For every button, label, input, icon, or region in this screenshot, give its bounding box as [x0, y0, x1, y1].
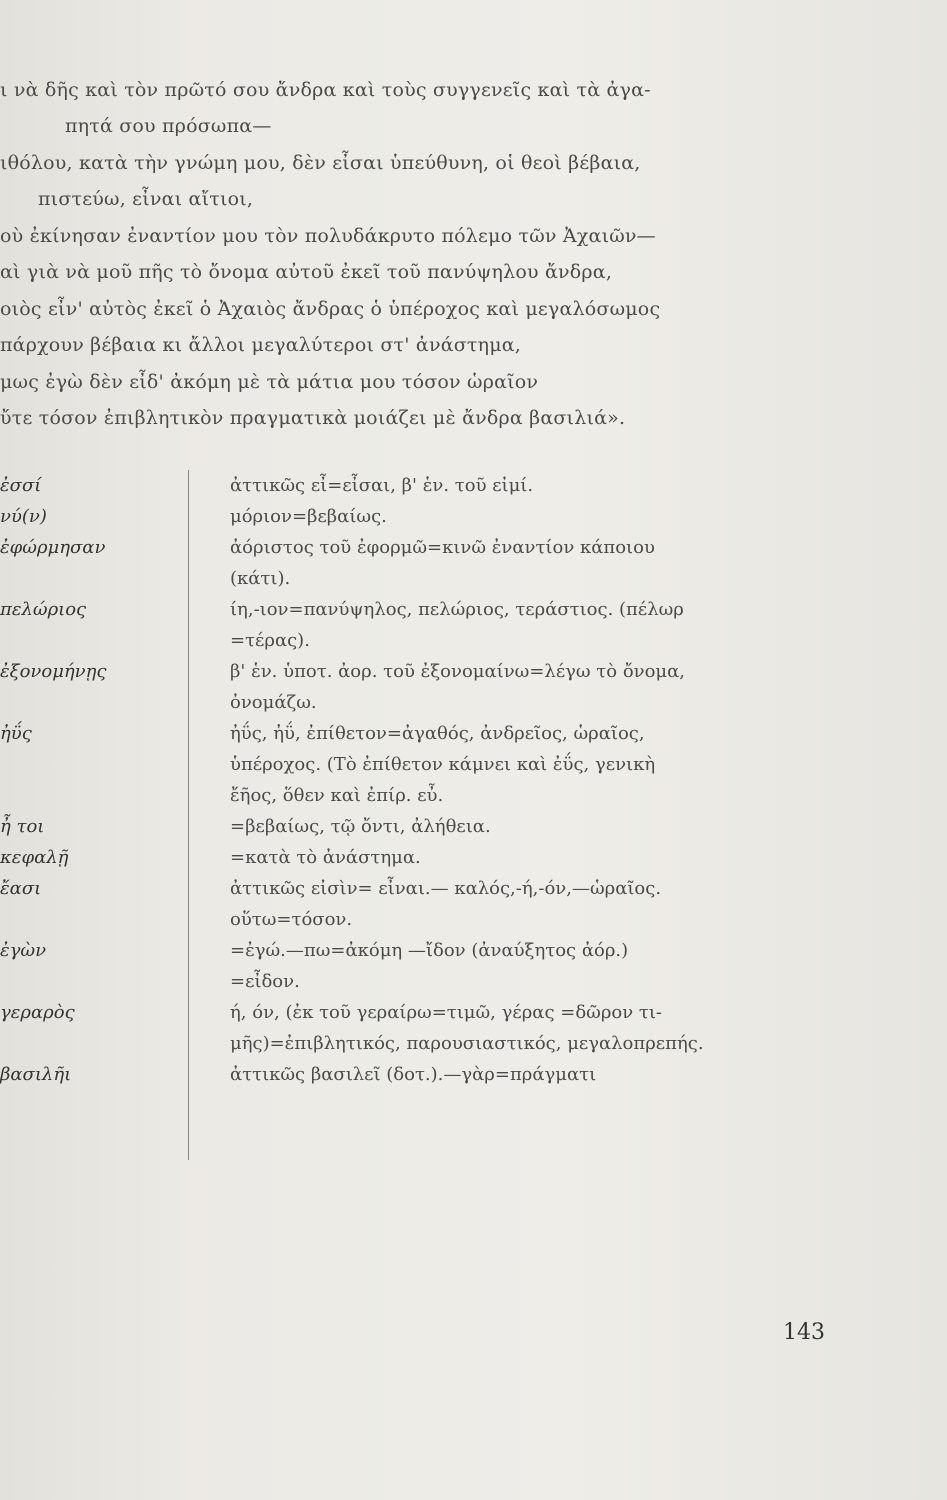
translation-line: πητά σου πρόσωπα—: [65, 115, 272, 138]
glossary-row: [0, 749, 880, 780]
glossary-definition: β' ἑν. ὑποτ. ἀορ. τοῦ ἐξονομαίνω=λέγω τὸ ὄνομα,: [230, 661, 686, 682]
glossary-definition: ή, όν, (ἐκ τοῦ γεραίρω=τιμῶ, γέρας =δῶρον τι-: [230, 1002, 663, 1023]
glossary-row: [0, 656, 880, 687]
glossary-definition: =εἶδον.: [230, 971, 300, 992]
glossary-row: [0, 470, 880, 501]
translation-text: [0, 72, 900, 437]
glossary-row: [0, 966, 880, 997]
glossary-term: πελώριος: [0, 599, 87, 620]
glossary-term: [0, 749, 188, 780]
translation-line: ι νὰ δῆς καὶ τὸν πρῶτό σου ἄνδρα καὶ τοὺς συγγενεῖς καὶ τὰ ἀγα-: [0, 79, 651, 101]
glossary-term: νύ(ν): [0, 506, 47, 527]
glossary-row: [0, 1059, 880, 1090]
translation-line: αὶ γιὰ νὰ μοῦ πῆς τὸ ὄνομα αὐτοῦ ἐκεῖ τοῦ πανύψηλου ἄνδρα,: [0, 261, 613, 284]
glossary-row: [0, 873, 880, 904]
glossary-term: [0, 563, 188, 594]
glossary-term: βασιλῆι: [0, 1064, 72, 1085]
glossary-definition: ίη,-ιον=πανύψηλος, πελώριος, τεράστιος. (πέλωρ: [230, 599, 684, 620]
glossary-row: [0, 625, 880, 656]
glossary-row: [0, 1028, 880, 1059]
glossary-term: [0, 1028, 188, 1059]
glossary-term: ἐξονομήνῃς: [0, 661, 107, 682]
glossary-definition: ὑπέροχος. (Τὸ ἐπίθετον κάμνει καὶ ἐΰς, γενικὴ: [230, 754, 656, 775]
translation-line: πάρχουν βέβαια κι ἄλλοι μεγαλύτεροι στ' ἀνάστημα,: [0, 334, 522, 357]
glossary-row: [0, 904, 880, 935]
glossary-definition: =βεβαίως, τῷ ὄντι, ἀλήθεια.: [230, 816, 491, 837]
glossary: [0, 470, 880, 1090]
translation-line: μως ἐγὼ δὲν εἶδ' ἀκόμη μὲ τὰ μάτια μου τόσον ὡραῖον: [0, 370, 539, 393]
glossary-definition: ἔῆος, ὅθεν καὶ ἐπίρ. εὖ.: [230, 785, 444, 806]
glossary-term: ἔασι: [0, 878, 42, 899]
glossary-term: [0, 780, 188, 811]
glossary-term: κεφαλῇ: [0, 847, 69, 868]
glossary-definition: οὕτω=τόσον.: [230, 909, 353, 930]
translation-line: οὺ ἐκίνησαν ἐναντίον μου τὸν πολυδάκρυτο πόλεμο τῶν Ἀχαιῶν—: [0, 224, 656, 247]
translation-line: οιὸς εἶν' αὐτὸς ἐκεῖ ὁ Ἀχαιὸς ἄνδρας ὁ ὑπέροχος καὶ μεγαλόσωμος: [0, 297, 661, 320]
glossary-term: ἐφώρμησαν: [0, 537, 106, 558]
glossary-definition: (κάτι).: [230, 568, 291, 589]
glossary-definition: ὀνομάζω.: [230, 692, 317, 713]
glossary-term: [0, 966, 188, 997]
glossary-definition: =κατὰ τὸ ἀνάστημα.: [230, 847, 421, 868]
glossary-term: ἠΰς: [0, 723, 32, 744]
translation-line: πιστεύω, εἶναι αἴτιοι,: [38, 188, 254, 211]
glossary-term: [0, 904, 188, 935]
glossary-row: [0, 563, 880, 594]
glossary-definition: μόριον=βεβαίως.: [230, 506, 387, 527]
glossary-row: [0, 780, 880, 811]
glossary-row: [0, 842, 880, 873]
glossary-definition: ἀττικῶς βασιλεῖ (δοτ.).—γὰρ=πράγματι: [230, 1064, 597, 1085]
translation-line: ιθόλου, κατὰ τὴν γνώμη μου, δὲν εἶσαι ὑπεύθυνη, οἱ θεοὶ βέβαια,: [0, 151, 641, 174]
glossary-row: [0, 997, 880, 1028]
glossary-definition: =τέρας).: [230, 630, 310, 651]
glossary-row: [0, 811, 880, 842]
glossary-definition: ἀττικῶς εἰσὶν= εἶναι.— καλός,-ή,-όν,—ὡραῖος.: [230, 878, 662, 899]
glossary-definition: μῆς)=ἐπιβλητικός, παρουσιαστικός, μεγαλοπρεπής.: [230, 1033, 704, 1054]
glossary-row: [0, 532, 880, 563]
glossary-row: [0, 718, 880, 749]
glossary-row: [0, 935, 880, 966]
translation-line: ὔτε τόσον ἐπιβλητικὸν πραγματικὰ μοιάζει μὲ ἄνδρα βασιλιά».: [0, 407, 626, 430]
glossary-row: [0, 501, 880, 532]
glossary-term: γεραρὸς: [0, 1002, 75, 1023]
glossary-term: ἐγὼν: [0, 940, 47, 961]
glossary-definition: ἀόριστος τοῦ ἐφορμῶ=κινῶ ἐναντίον κάποιου: [230, 537, 655, 558]
glossary-term: ἐσσί: [0, 475, 42, 496]
glossary-term: [0, 687, 188, 718]
glossary-row: [0, 594, 880, 625]
glossary-definition: ἀττικῶς εἶ=εἶσαι, β' ἑν. τοῦ εἰμί.: [230, 475, 534, 496]
page-number: 143: [783, 1320, 825, 1345]
glossary-term: ἦ τοι: [0, 816, 45, 837]
glossary-definition: ἠΰς, ἠΰ, ἐπίθετον=ἀγαθός, ἀνδρεῖος, ὡραῖος,: [230, 723, 645, 744]
glossary-definition: =ἐγώ.—πω=ἀκόμη —ἴδον (ἀναύξητος ἀόρ.): [230, 940, 629, 961]
glossary-term: [0, 625, 188, 656]
glossary-row: [0, 687, 880, 718]
